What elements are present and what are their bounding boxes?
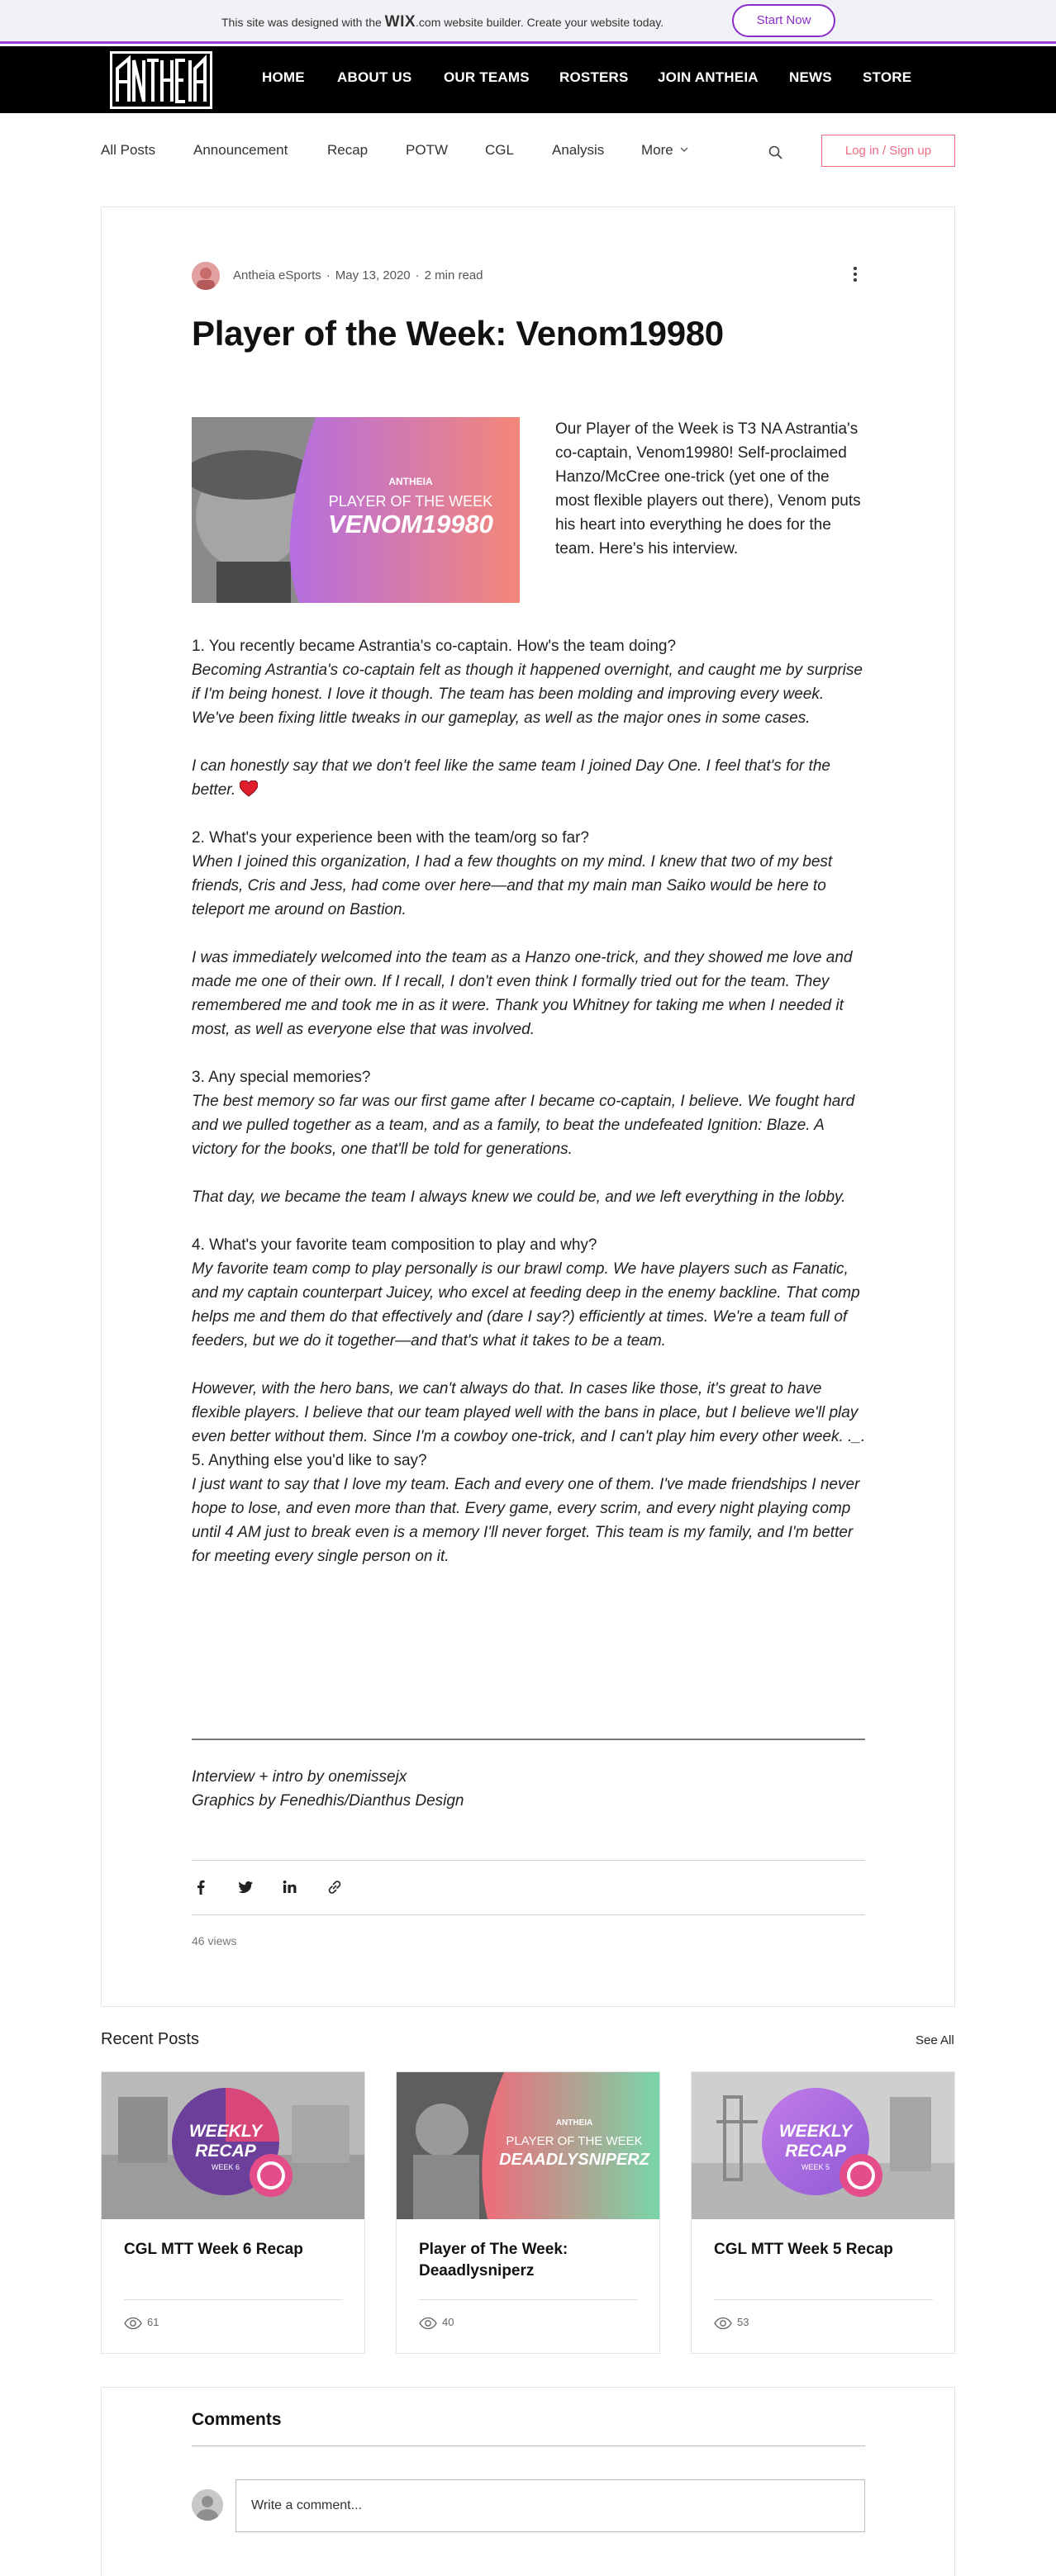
nav-join-antheia[interactable]: JOIN ANTHEIA xyxy=(658,69,759,85)
comment-input[interactable]: Write a comment... xyxy=(235,2479,865,2532)
recent-post-card[interactable] xyxy=(101,2071,365,2354)
nav-about-us[interactable]: ABOUT US xyxy=(337,69,412,85)
post-body xyxy=(192,634,869,1592)
question-1: 1. You recently became Astrantia's co-captain. How's the team doing? xyxy=(192,638,677,655)
recent-post-graphic xyxy=(397,2072,659,2219)
meta-separator: · xyxy=(415,268,420,282)
answer-4-para-1: My favorite team comp to play personally is our brawl comp. We have players such as Fanatic, and my captain counterpart Juicey, who excel at feeding deep in the enemy backline. That comp helps me and them do that effectively and (dare I say?) efficiently at times. We're a team full of feeders, but we do it together—and that's what it takes to be a team. xyxy=(192,1260,860,1350)
recent-post-image xyxy=(692,2072,954,2219)
start-now-button[interactable]: Start Now xyxy=(732,4,835,37)
answer-5-para-1: I just want to say that I love my team. Each and every one of them. I've made friendships I never hope to lose, and even more than that. Every game, every scrim, and every night playing comp until 4 AM just to break even is a memory I'll never forget. This team is my family, and I'm better for meeting every single person on it. xyxy=(192,1476,860,1565)
recent-post-graphic xyxy=(102,2072,364,2219)
kebab-dot xyxy=(854,273,857,276)
blog-menu-cgl[interactable]: CGL xyxy=(485,142,514,158)
recent-post-divider xyxy=(714,2299,933,2300)
question-5: 5. Anything else you'd like to say? xyxy=(192,1452,427,1469)
blog-menu-more-label: More xyxy=(641,142,673,158)
nav-news[interactable]: NEWS xyxy=(789,69,832,85)
recent-post-card[interactable] xyxy=(691,2071,955,2354)
recent-post-title[interactable]: CGL MTT Week 6 Recap xyxy=(124,2241,303,2258)
blog-menu-potw[interactable]: POTW xyxy=(406,142,448,158)
recent-post-img-line1: ANTHEIA xyxy=(555,2118,593,2128)
share-divider-bottom xyxy=(192,1914,865,1915)
answer-1-para-2-text: I can honestly say that we don't feel like the same team I joined Day One. I feel that's for the better. xyxy=(192,757,830,799)
answer-3-para-2: That day, we became the team I always knew we could be, and we left everything in the lobby. xyxy=(192,1188,846,1206)
post-body-divider xyxy=(192,1739,865,1740)
post-meta xyxy=(233,268,483,282)
hero-badge: ANTHEIA xyxy=(388,476,433,487)
antheia-logo[interactable] xyxy=(110,51,212,109)
author-avatar[interactable] xyxy=(192,262,220,290)
recent-post-img-line3: WEEK 5 xyxy=(801,2163,830,2171)
wix-banner-text-after: .com website builder. Create your website today. xyxy=(416,16,664,29)
recent-posts-title: Recent Posts xyxy=(101,2030,199,2048)
kebab-dot xyxy=(854,267,857,270)
recent-post-card[interactable] xyxy=(396,2071,660,2354)
recent-post-img-line2: RECAP xyxy=(195,2142,256,2161)
question-4: 4. What's your favorite team composition to play and why? xyxy=(192,1236,597,1254)
answer-1-para-1: Becoming Astrantia's co-captain felt as though it happened overnight, and caught me by surprise if I'm being honest. I love it though. The team has been molding and improving every week. We've been fixing little tweaks in our gameplay, as well as the major ones in some cases. xyxy=(192,662,863,727)
chevron-down-icon xyxy=(680,146,688,153)
answer-1-para-2 xyxy=(192,754,869,802)
question-2: 2. What's your experience been with the team/org so far? xyxy=(192,829,589,847)
share-divider-top xyxy=(192,1860,865,1861)
wix-banner-text xyxy=(221,13,664,31)
facebook-icon[interactable] xyxy=(192,1878,210,1896)
nav-rosters[interactable]: ROSTERS xyxy=(559,69,629,85)
answer-3-para-1: The best memory so far was our first game after I became co-captain, I believe. We fought hard and we pulled together as a team, and as a family, to beat the undefeated Ignition: Blaze. A victory for the books, one that'll be told for generations. xyxy=(192,1093,855,1158)
hero-line1: PLAYER OF THE WEEK xyxy=(328,493,493,510)
recent-post-image xyxy=(102,2072,364,2219)
recent-post-img-line1: WEEKLY xyxy=(188,2122,263,2141)
nav-home[interactable]: HOME xyxy=(262,69,305,85)
credit-interview: Interview + intro by onemissejx xyxy=(192,1768,407,1786)
answer-2-para-2: I was immediately welcomed into the team as a Hanzo one-trick, and they showed me love and made me one of their own. If I recall, I don't even think I formally tried out for the team. They remembered me and took me in as it were. Thank you Whitney for taking me when I needed it most, as well as everyone else that was involved. xyxy=(192,949,853,1038)
recent-post-views-count: 61 xyxy=(147,2316,159,2328)
recent-post-image xyxy=(397,2072,659,2219)
recent-post-graphic xyxy=(692,2072,954,2219)
login-signup-button[interactable]: Log in / Sign up xyxy=(821,135,955,167)
blog-menu-all-posts[interactable]: All Posts xyxy=(101,142,156,158)
eye-icon xyxy=(714,2317,732,2330)
recent-post-title[interactable]: CGL MTT Week 5 Recap xyxy=(714,2241,893,2258)
more-actions-icon[interactable] xyxy=(851,264,859,287)
nav-store[interactable]: STORE xyxy=(863,69,912,85)
search-icon[interactable] xyxy=(768,145,784,161)
link-icon[interactable] xyxy=(326,1878,344,1896)
blog-menu-recap[interactable]: Recap xyxy=(327,142,369,158)
wix-banner xyxy=(0,0,1056,44)
nav-our-teams[interactable]: OUR TEAMS xyxy=(444,69,530,85)
hero-graphic xyxy=(192,417,520,603)
user-avatar-icon xyxy=(192,2489,223,2521)
wix-banner-text-before: This site was designed with the xyxy=(221,16,385,29)
hero-line2: VENOM19980 xyxy=(328,510,493,538)
twitter-icon[interactable] xyxy=(236,1878,254,1896)
post-credits xyxy=(192,1765,464,1813)
heart-icon xyxy=(240,780,258,797)
recent-post-views xyxy=(714,2316,749,2330)
blog-menu-announcement[interactable]: Announcement xyxy=(193,142,288,158)
recent-post-img-line3: WEEK 6 xyxy=(211,2163,240,2171)
post-author[interactable]: Antheia eSports xyxy=(233,268,321,282)
eye-icon xyxy=(124,2317,142,2330)
see-all-link[interactable]: See All xyxy=(916,2033,954,2047)
post-title: Player of the Week: Venom19980 xyxy=(192,314,724,353)
recent-post-title[interactable]: Player of The Week: Deaadlysniperz xyxy=(419,2241,568,2279)
post-views: 46 views xyxy=(192,1934,237,1947)
eye-icon xyxy=(419,2317,437,2330)
comments-title: Comments xyxy=(192,2410,282,2429)
author-avatar-image xyxy=(192,262,220,290)
recent-post-divider xyxy=(419,2299,638,2300)
recent-post-views-count: 53 xyxy=(737,2316,749,2328)
recent-post-views-count: 40 xyxy=(442,2316,454,2328)
recent-post-img-line2: RECAP xyxy=(785,2142,846,2161)
answer-2-para-1: When I joined this organization, I had a few thoughts on my mind. I knew that two of my best friends, Cris and Jess, had come over here—and that my main man Saiko would be here to teleport me around on Bastion. xyxy=(192,853,833,918)
post-hero-image xyxy=(192,417,520,603)
meta-separator: · xyxy=(326,268,331,282)
kebab-dot xyxy=(854,278,857,282)
recent-post-img-line1: WEEKLY xyxy=(778,2122,853,2141)
recent-post-img-line2: PLAYER OF THE WEEK xyxy=(506,2134,643,2148)
wix-brand: WIX xyxy=(384,13,416,31)
antheia-logo-mark xyxy=(112,54,210,107)
recent-post-divider xyxy=(124,2299,343,2300)
user-avatar xyxy=(192,2489,223,2521)
linkedin-icon[interactable] xyxy=(281,1878,299,1896)
post-date: May 13, 2020 xyxy=(335,268,411,282)
recent-post-views xyxy=(419,2316,454,2330)
answer-4-para-2: However, with the hero bans, we can't always do that. In cases like those, it's great to have flexible players. I believe that our team played well with the bans in place, but I believe we'll play even better without them. Since I'm a cowboy one-trick, and I can't play him every other week. ._. xyxy=(192,1380,866,1445)
post-read-time: 2 min read xyxy=(424,268,483,282)
recent-post-img-line3: DEAADLYSNIPERZ xyxy=(499,2151,649,2169)
post-intro: Our Player of the Week is T3 NA Astrantia's co-captain, Venom19980! Self-proclaimed Hanzo/McCree one-trick (yet one of the most flexible players out there), Venom puts his heart into everything he does for the team. Here's his interview. xyxy=(555,420,861,557)
blog-menu-more[interactable] xyxy=(641,142,688,159)
recent-post-views xyxy=(124,2316,159,2330)
blog-menu-analysis[interactable]: Analysis xyxy=(552,142,605,158)
credit-graphics: Graphics by Fenedhis/Dianthus Design xyxy=(192,1792,464,1810)
question-3: 3. Any special memories? xyxy=(192,1069,371,1086)
